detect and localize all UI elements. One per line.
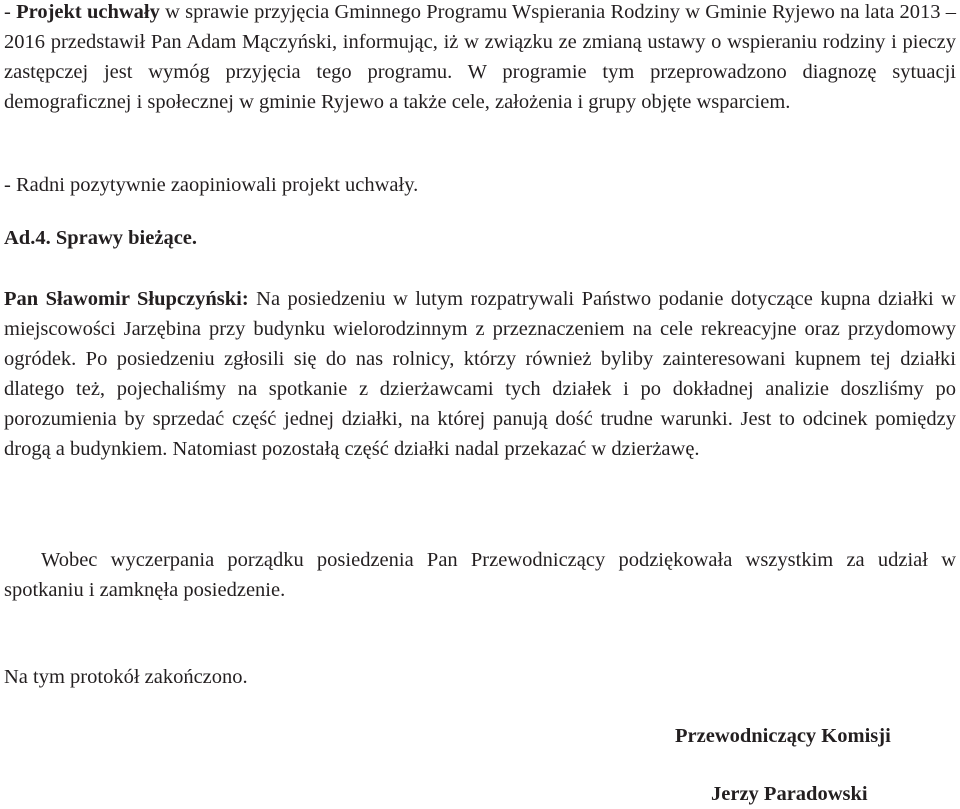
item4-speaker: Pan Sławomir Słupczyński: bbox=[4, 288, 249, 310]
item3-prefix: - bbox=[4, 1, 17, 23]
item4-text: Na posiedzeniu w lutym rozpatrywali Państwo podanie dotyczące kupna działki w miejscowości Jarzębina przy budynku wielorodzinnym z przeznaczeniem na cele rekreacyjne oraz przydomowy ogródek. Po posiedzeniu zgłosili się do nas rolnicy, którzy również byliby zainteresowani kupnem tej działki dlatego też, pojechaliśmy na spotkanie z dzierżawcami tych działek i po dokładnej analizie doszliśmy po porozumienia by sprzedać część jednej działki, na której panują dość trudne warunki. Jest to odcinek pomiędzy drogą a budynkiem. Natomiast pozostałą część działki nadal przekazać w dzierżawę. bbox=[4, 288, 956, 460]
signature-role: Przewodniczący Komisji bbox=[675, 725, 891, 747]
section-heading: Ad.4. Sprawy bieżące. bbox=[4, 227, 198, 249]
opinion-paragraph: - Radni pozytywnie zaopiniowali projekt uchwały. bbox=[4, 174, 419, 196]
end-note: Na tym protokół zakończono. bbox=[4, 666, 248, 688]
closing-paragraph: Wobec wyczerpania porządku posiedzenia Pan Przewodniczący podziękowała wszystkim za udział w spotkaniu i zamknęła posiedzenie. bbox=[4, 549, 956, 601]
item3-bold-lead: Projekt uchwały bbox=[16, 1, 160, 23]
item3-text: w sprawie przyjęcia Gminnego Programu Wspierania Rodziny w Gminie Ryjewo na lata 2013 – 2016 przedstawił Pan Adam Mączyński, informując, iż w związku ze zmianą ustawy o wspieraniu rodziny i pieczy zastępczej jest wymóg przyjęcia tego programu. W programie tym przeprowadzono diagnozę sytuacji demograficznej i społecznej w gminie Ryjewo a także cele, założenia i grupy objęte wsparciem. bbox=[4, 1, 957, 113]
signature-name: Jerzy Paradowski bbox=[711, 783, 868, 805]
item4-paragraph bbox=[4, 284, 956, 464]
item3-paragraph bbox=[4, 0, 956, 117]
